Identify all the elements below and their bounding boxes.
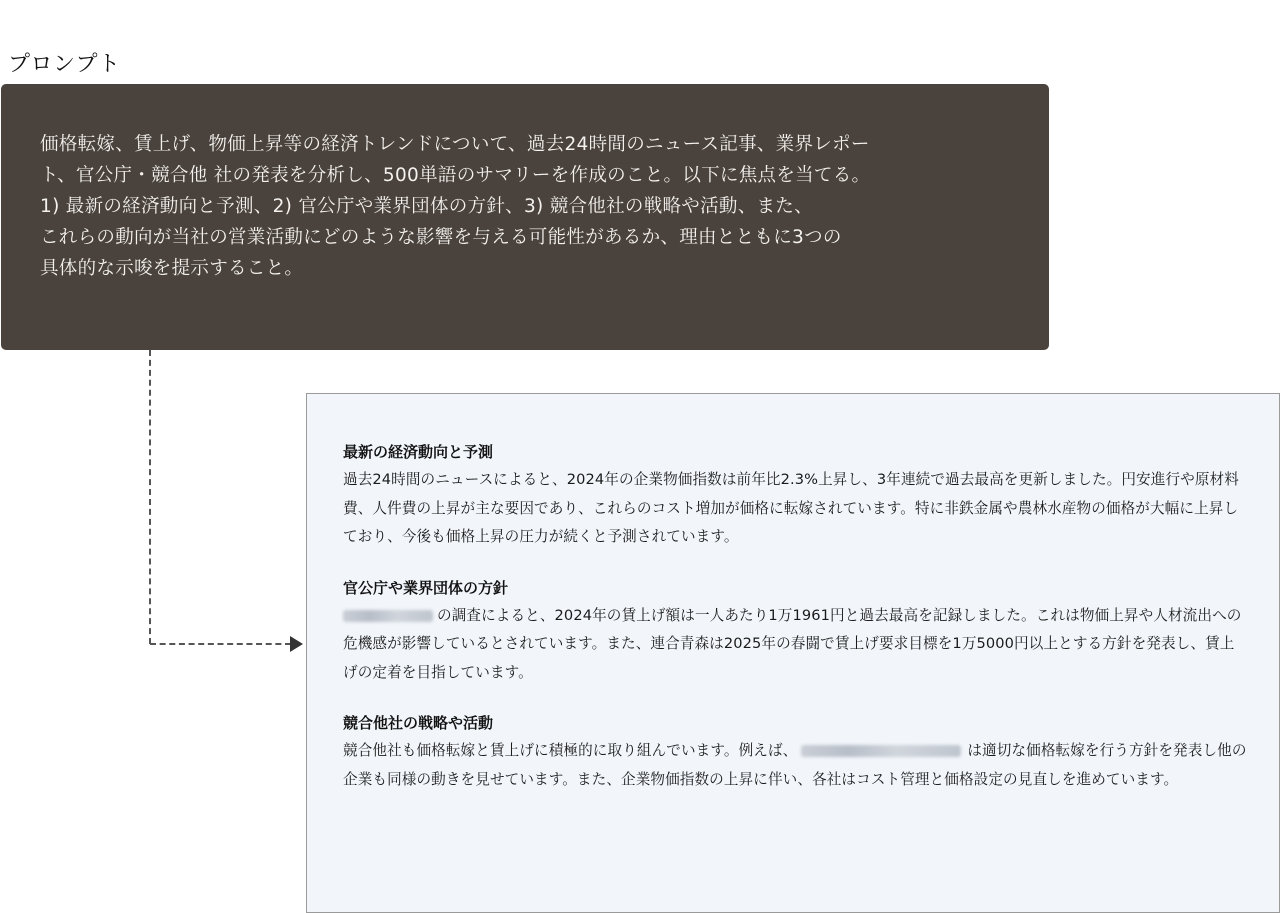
- section-body-text: の調査によると、2024年の賃上げ額は一人あたり1万1961円と過去最高を記録しました。これは物価上昇や人材流出への危機感が影響しているとされています。また、連合青森は2025年の春闘で賃上げ要求目標を1万5000円以上とする方針を発表し、賃上げの定着を目指しています。: [343, 606, 1242, 681]
- section-body: 過去24時間のニュースによると、2024年の企業物価指数は前年比2.3%上昇し、3年連続で過去最高を更新しました。円安進行や原材料費、人件費の上昇が主な要因であり、これらのコスト増加が価格に転嫁されています。特に非鉄金属や農林水産物の価格が大幅に上昇しており、今後も価格上昇の圧力が続くと予測されています。: [343, 471, 1239, 545]
- response-section-government-policy: [343, 574, 1247, 688]
- section-heading: 官公庁や業界団体の方針: [343, 578, 509, 597]
- response-section-competitor-strategy: [343, 709, 1247, 794]
- redacted-company-name: [801, 745, 961, 757]
- section-heading: 競合他社の戦略や活動: [343, 714, 494, 732]
- section-body: [343, 737, 1247, 794]
- connector-line-vertical: [149, 350, 151, 644]
- arrow-right-icon: [290, 636, 303, 652]
- section-body-text-before: 競合他社も価格転嫁と賃上げに積極的に取り組んでいます。例えば、: [343, 742, 798, 759]
- page-title: プロンプト: [8, 52, 121, 77]
- section-body: [343, 602, 1247, 688]
- prompt-text: 価格転嫁、賃上げ、物価上昇等の経済トレンドについて、過去24時間のニュース記事、業界レポー ト、官公庁・競合他 社の発表を分析し、500単語のサマリーを作成のこと。以下に焦点を当てる。 1) 最新の経済動向と予測、2) 官公庁や業界団体の方針、3) 競合他社の戦略や活動、また、 これらの動向が当社の営業活動にどのような影響を与える可能性があるか、理由とともに3つの 具体的な示唆を提示すること。: [40, 134, 871, 279]
- response-section-economic-trends: [343, 438, 1247, 552]
- section-body-text-after: は適切な価格転嫁を行う方針を発表し他の企業も同様の動きを見せています。また、企業物価指数の上昇に伴い、各社はコスト管理と価格設定の見直しを進めています。: [343, 742, 1247, 788]
- response-box: [306, 393, 1280, 913]
- redacted-organization-name: [343, 610, 433, 622]
- connector-line-horizontal: [150, 643, 291, 645]
- prompt-box: [1, 84, 1049, 350]
- section-heading: 最新の経済動向と予測: [343, 443, 494, 461]
